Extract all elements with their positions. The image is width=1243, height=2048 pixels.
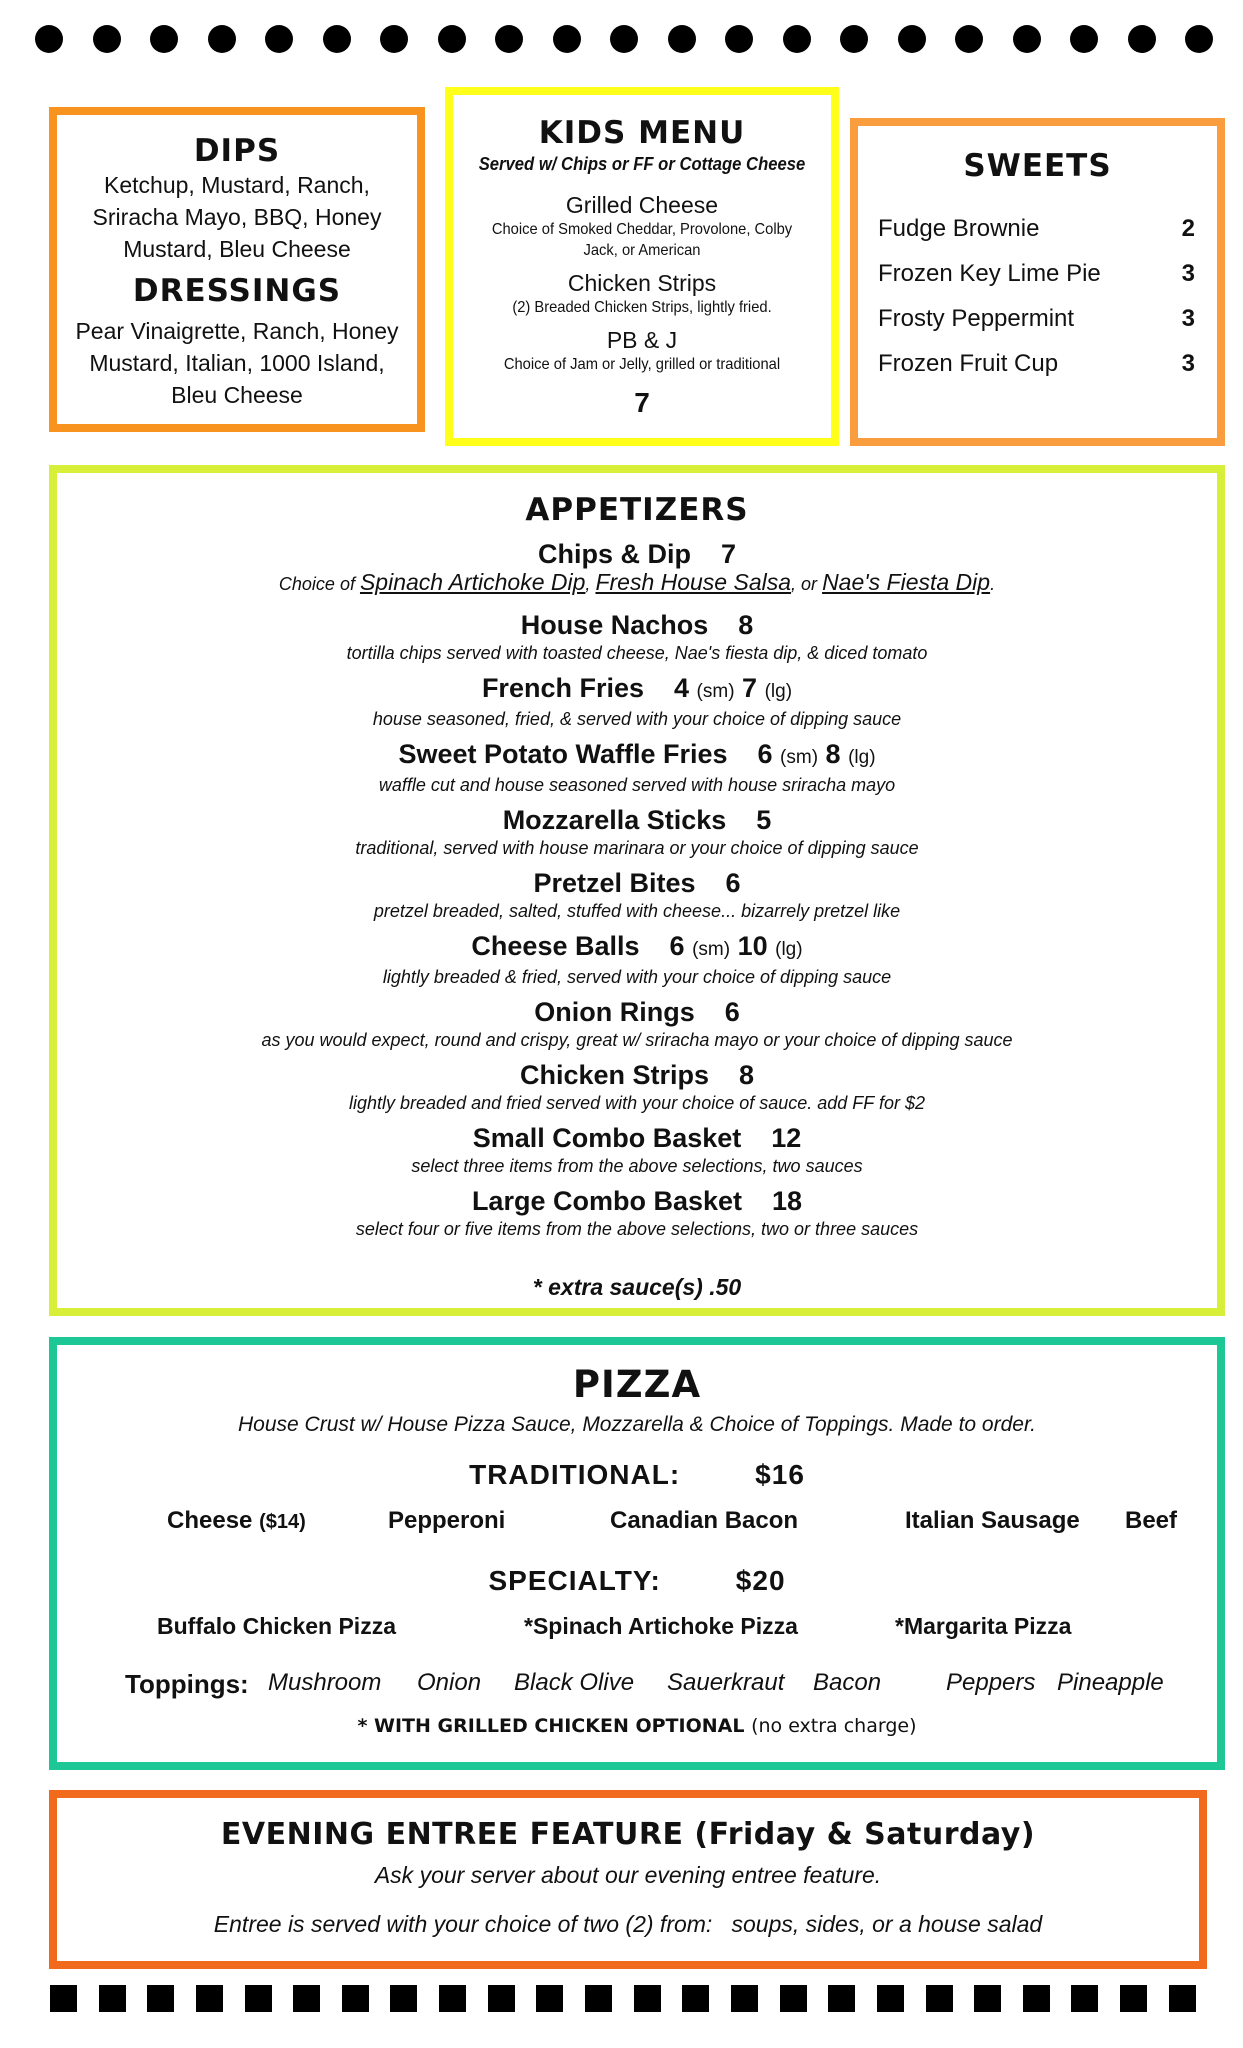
appetizer-desc: lightly breaded & fried, served with your choice of dipping sauce xyxy=(382,967,892,987)
kids-item-name: Grilled Cheese xyxy=(565,192,719,218)
appetizer-price: 18 xyxy=(772,1186,803,1216)
specialty-label: SPECIALTY: xyxy=(488,1565,661,1596)
decor-square xyxy=(731,1985,758,2012)
appetizer-desc: waffle cut and house seasoned served with house sriracha mayo xyxy=(378,775,896,795)
kids-item-name: PB & J xyxy=(606,327,678,353)
pizza-panel xyxy=(49,1337,1225,1770)
toppings-row xyxy=(57,1669,1217,1703)
evening-entree-panel xyxy=(49,1790,1207,1969)
appetizer-name: Small Combo Basket xyxy=(472,1123,742,1153)
dips-title: DIPS xyxy=(193,133,281,169)
decor-dot xyxy=(438,25,466,53)
topping: Peppers xyxy=(946,1669,1036,1696)
decor-square xyxy=(147,1985,174,2012)
appetizer-size: (lg) xyxy=(775,939,803,960)
pizza-type: *Spinach Artichoke Pizza xyxy=(524,1613,798,1639)
appetizer-item xyxy=(57,1122,1217,1177)
appetizer-item xyxy=(57,930,1217,988)
grilled-chicken-note-suffix: (no extra charge) xyxy=(751,1715,917,1737)
decor-dot xyxy=(380,25,408,53)
kids-item-desc: (2) Breaded Chicken Strips, lightly fried. xyxy=(512,299,772,316)
dips-list: Ketchup, Mustard, Ranch, Sriracha Mayo, BBQ, Honey Mustard, Bleu Cheese xyxy=(92,172,382,262)
pizza-type: Beef xyxy=(1125,1507,1178,1534)
dressings-list: Pear Vinaigrette, Ranch, Honey Mustard, Italian, 1000 Island, Bleu Cheese xyxy=(75,318,399,408)
appetizer-price: 6 xyxy=(725,868,741,898)
appetizer-item xyxy=(57,1059,1217,1114)
specialty-types xyxy=(57,1613,1217,1647)
appetizer-price: 7 xyxy=(742,673,758,703)
appetizer-price: 6 xyxy=(757,739,773,769)
appetizer-item xyxy=(57,867,1217,922)
top-dot-row xyxy=(35,22,1213,56)
decor-dot xyxy=(553,25,581,53)
sweets-item xyxy=(878,206,1195,251)
sweets-item xyxy=(878,251,1195,296)
appetizer-desc: traditional, served with house marinara or your choice of dipping sauce xyxy=(355,838,919,858)
appetizer-desc: select four or five items from the above selections, two or three sauces xyxy=(355,1219,919,1239)
decor-dot xyxy=(668,25,696,53)
grilled-chicken-note-text: * WITH GRILLED CHICKEN OPTIONAL xyxy=(357,1715,745,1737)
decor-square xyxy=(974,1985,1001,2012)
dip-option-fresh-salsa: Fresh House Salsa xyxy=(595,569,792,595)
dip-option-spinach-artichoke: Spinach Artichoke Dip xyxy=(359,569,586,595)
kids-menu-subtitle: Served w/ Chips or FF or Cottage Cheese xyxy=(478,153,806,174)
grilled-chicken-note xyxy=(57,1715,1217,1737)
appetizer-price: 7 xyxy=(720,539,737,569)
decor-dot xyxy=(898,25,926,53)
decor-dot xyxy=(495,25,523,53)
appetizer-price: 6 xyxy=(724,997,740,1027)
appetizer-price: 8 xyxy=(825,739,841,769)
sweets-item-price: 3 xyxy=(1181,260,1195,287)
extra-sauce-note: * extra sauce(s) .50 xyxy=(532,1274,742,1300)
decor-square xyxy=(536,1985,563,2012)
decor-square xyxy=(828,1985,855,2012)
pizza-type-note: ($14) xyxy=(259,1511,306,1533)
kids-menu-panel xyxy=(445,87,839,446)
appetizer-name: French Fries xyxy=(481,673,644,703)
appetizer-name: Mozzarella Sticks xyxy=(502,805,727,835)
specialty-price: $20 xyxy=(735,1565,786,1596)
decor-square xyxy=(99,1985,126,2012)
pizza-type xyxy=(167,1507,306,1535)
decor-square xyxy=(293,1985,320,2012)
appetizer-price: 6 xyxy=(669,931,685,961)
topping: Mushroom xyxy=(268,1669,382,1696)
appetizer-price: 10 xyxy=(737,931,768,961)
pizza-type-name: Cheese xyxy=(167,1507,253,1534)
evening-entree-title: EVENING ENTREE FEATURE (Friday & Saturday) xyxy=(220,1817,1036,1852)
decor-dot xyxy=(1185,25,1213,53)
appetizer-item xyxy=(57,1185,1217,1240)
decor-dot xyxy=(265,25,293,53)
appetizer-price: 8 xyxy=(739,1060,755,1090)
decor-square xyxy=(634,1985,661,2012)
appetizer-size: (sm) xyxy=(692,939,731,960)
appetizer-item xyxy=(57,804,1217,859)
pizza-type: Buffalo Chicken Pizza xyxy=(157,1613,396,1639)
appetizer-item xyxy=(57,538,1217,595)
evening-entree-line1: Ask your server about our evening entree feature. xyxy=(374,1862,882,1888)
separator: . xyxy=(990,574,996,594)
decor-square xyxy=(585,1985,612,2012)
appetizer-desc: pretzel breaded, salted, stuffed with cheese... bizarrely pretzel like xyxy=(373,901,901,921)
pizza-title: PIZZA xyxy=(572,1363,702,1406)
decor-dot xyxy=(783,25,811,53)
specialty-heading xyxy=(57,1565,1217,1597)
appetizer-price: 8 xyxy=(738,610,754,640)
sweets-item-name: Frozen Fruit Cup xyxy=(878,350,1059,377)
decor-dot xyxy=(323,25,351,53)
pizza-type: Italian Sausage xyxy=(905,1507,1080,1534)
traditional-label: TRADITIONAL: xyxy=(469,1459,681,1490)
traditional-types xyxy=(57,1507,1217,1541)
sweets-item-price: 2 xyxy=(1181,215,1195,242)
appetizer-name: Chicken Strips xyxy=(519,1060,710,1090)
appetizer-price: 5 xyxy=(756,805,772,835)
kids-item-desc: Choice of Smoked Cheddar, Provolone, Colby Jack, or American xyxy=(491,221,793,259)
appetizer-desc: as you would expect, round and crispy, great w/ sriracha mayo or your choice of dipping sauce xyxy=(261,1030,1013,1050)
separator: , or xyxy=(791,574,818,594)
decor-dot xyxy=(955,25,983,53)
kids-menu-title: KIDS MENU xyxy=(538,115,746,151)
sweets-item-price: 3 xyxy=(1181,305,1195,332)
appetizer-price: 4 xyxy=(674,673,690,703)
kids-menu-price: 7 xyxy=(634,387,650,418)
appetizer-name: Onion Rings xyxy=(534,997,695,1027)
appetizer-desc: tortilla chips served with toasted cheese, Nae's fiesta dip, & diced tomato xyxy=(346,643,928,663)
topping: Onion xyxy=(417,1669,482,1696)
appetizers-panel xyxy=(49,465,1225,1316)
traditional-heading xyxy=(57,1459,1217,1491)
evening-entree-line2: Entree is served with your choice of two (2) from: soups, sides, or a house salad xyxy=(213,1911,1043,1937)
appetizer-size: (lg) xyxy=(848,747,876,768)
pizza-subtitle: House Crust w/ House Pizza Sauce, Mozzarella & Choice of Toppings. Made to order. xyxy=(238,1413,1036,1436)
decor-square xyxy=(245,1985,272,2012)
appetizer-name: Cheese Balls xyxy=(471,931,640,961)
dressings-title: DRESSINGS xyxy=(132,273,342,309)
appetizer-name: Pretzel Bites xyxy=(533,868,696,898)
decor-square xyxy=(390,1985,417,2012)
appetizer-item xyxy=(57,738,1217,796)
decor-square xyxy=(50,1985,77,2012)
appetizer-size: (lg) xyxy=(764,681,793,702)
decor-square xyxy=(1169,1985,1196,2012)
decor-dot xyxy=(93,25,121,53)
traditional-price: $16 xyxy=(755,1459,805,1490)
sweets-item-price: 3 xyxy=(1181,350,1195,377)
separator: , xyxy=(585,574,591,594)
appetizer-item xyxy=(57,672,1217,730)
decor-square xyxy=(877,1985,904,2012)
sweets-item xyxy=(878,341,1195,386)
sweets-item-name: Fudge Brownie xyxy=(878,215,1040,242)
decor-square xyxy=(439,1985,466,2012)
appetizer-size: (sm) xyxy=(696,681,735,702)
sweets-title: SWEETS xyxy=(963,148,1112,184)
dips-panel xyxy=(49,107,425,432)
decor-dot xyxy=(610,25,638,53)
decor-square xyxy=(926,1985,953,2012)
appetizer-item xyxy=(57,996,1217,1051)
dip-option-fiesta-dip: Nae's Fiesta Dip xyxy=(822,569,991,595)
appetizers-title: APPETIZERS xyxy=(525,492,749,528)
toppings-label: Toppings: xyxy=(125,1669,249,1699)
decor-square xyxy=(1023,1985,1050,2012)
appetizer-desc: lightly breaded and fried served with your choice of sauce. add FF for $2 xyxy=(349,1093,925,1113)
decor-square xyxy=(1120,1985,1147,2012)
decor-square xyxy=(196,1985,223,2012)
bottom-square-row xyxy=(50,1983,1196,2013)
kids-item-desc: Choice of Jam or Jelly, grilled or traditional xyxy=(503,356,781,373)
pizza-type: *Margarita Pizza xyxy=(895,1613,1072,1639)
decor-dot xyxy=(1070,25,1098,53)
topping: Pineapple xyxy=(1057,1669,1164,1696)
kids-item-name: Chicken Strips xyxy=(567,270,717,296)
decor-square xyxy=(342,1985,369,2012)
topping: Black Olive xyxy=(514,1669,635,1696)
appetizer-desc xyxy=(57,571,1217,595)
sweets-item-name: Frosty Peppermint xyxy=(878,305,1075,332)
pizza-type: Pepperoni xyxy=(388,1507,506,1534)
decor-square xyxy=(682,1985,709,2012)
sweets-item xyxy=(878,296,1195,341)
decor-square xyxy=(488,1985,515,2012)
decor-dot xyxy=(1013,25,1041,53)
decor-square xyxy=(1071,1985,1098,2012)
decor-square xyxy=(780,1985,807,2012)
appetizer-name: Large Combo Basket xyxy=(471,1186,743,1216)
pizza-type: Canadian Bacon xyxy=(610,1507,799,1534)
decor-dot xyxy=(840,25,868,53)
decor-dot xyxy=(35,25,63,53)
appetizer-name: Sweet Potato Waffle Fries xyxy=(398,739,728,769)
topping: Bacon xyxy=(813,1669,882,1696)
topping: Sauerkraut xyxy=(667,1669,785,1696)
appetizer-name: House Nachos xyxy=(520,610,709,640)
choice-prefix: Choice of xyxy=(278,574,355,594)
decor-dot xyxy=(150,25,178,53)
sweets-panel xyxy=(850,118,1225,446)
appetizer-desc: select three items from the above selections, two sauces xyxy=(411,1156,863,1176)
sweets-item-name: Frozen Key Lime Pie xyxy=(878,260,1101,287)
decor-dot xyxy=(1128,25,1156,53)
appetizer-name: Chips & Dip xyxy=(537,539,691,569)
decor-dot xyxy=(208,25,236,53)
appetizer-size: (sm) xyxy=(780,747,819,768)
appetizer-desc: house seasoned, fried, & served with your choice of dipping sauce xyxy=(372,709,902,729)
appetizer-price: 12 xyxy=(771,1123,802,1153)
decor-dot xyxy=(725,25,753,53)
appetizer-item xyxy=(57,609,1217,664)
